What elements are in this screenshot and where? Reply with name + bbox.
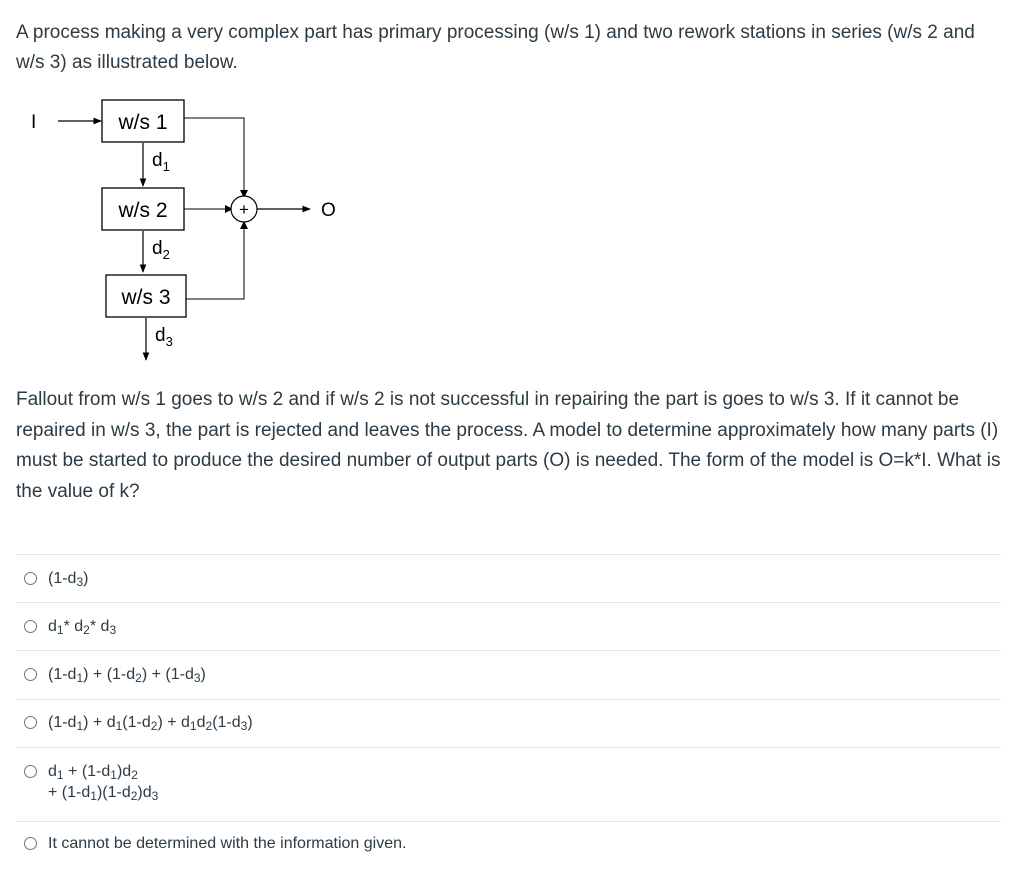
station-2-label: w/s 2: [118, 199, 168, 222]
answer-option-5[interactable]: [16, 748, 1001, 822]
answer-option-2[interactable]: [16, 603, 1001, 651]
station-3-label: w/s 3: [121, 286, 171, 309]
process-diagram: [0, 0, 400, 370]
fallout-3-label: $d_3$: [155, 325, 173, 349]
station-1-output-line: [184, 118, 244, 195]
sum-symbol: +: [239, 200, 249, 219]
station-3-output-line: [186, 224, 244, 299]
question-body: Fallout from w/s 1 goes to w/s 2 and if w/s 2 is not successful in repairing the part is goes to w/s 3. If it cannot be repaired in w/s 3, the part is rejected and leaves the process. A model to determine approximately how many parts (I) must be started to produce the desired number of output parts (O) is needed. The form of the model is O=k*I. What is the value of k?: [16, 389, 1001, 502]
answer-label: $d_1 + (1-d_1)d_2$ + $(1-d_1)(1-d_2)d_3$: [48, 763, 159, 803]
radio-button[interactable]: [24, 716, 37, 729]
radio-button[interactable]: [24, 572, 37, 585]
station-1-label: w/s 1: [118, 111, 168, 134]
answer-option-6[interactable]: [16, 822, 1001, 868]
radio-button[interactable]: [24, 765, 37, 778]
answer-option-1[interactable]: [16, 555, 1001, 603]
answer-list: [16, 554, 1001, 868]
radio-button[interactable]: [24, 668, 37, 681]
answer-option-3[interactable]: [16, 651, 1001, 700]
fallout-2-label: $d_2$: [152, 238, 170, 262]
answer-label: It cannot be determined with the information given.: [48, 835, 407, 852]
answer-label: $(1-d_3)$: [48, 570, 89, 589]
radio-button[interactable]: [24, 620, 37, 633]
answer-option-4[interactable]: [16, 700, 1001, 748]
input-label: I: [31, 112, 37, 133]
radio-button[interactable]: [24, 837, 37, 850]
fallout-1-label: $d_1$: [152, 150, 170, 174]
answer-label: $(1-d_1) + (1-d_2) + (1-d_3)$: [48, 666, 206, 685]
question-intro: A process making a very complex part has primary processing (w/s 1) and two rework stations in series (w/s 2 and w/s 3) as illustrated below.: [16, 22, 975, 73]
answer-label: $(1-d_1) + d_1(1-d_2) + d_1d_2(1-d_3)$: [48, 714, 253, 733]
answer-label: $d_1*$ $d_2*$ $d_3$: [48, 618, 117, 637]
output-label: O: [321, 200, 336, 221]
